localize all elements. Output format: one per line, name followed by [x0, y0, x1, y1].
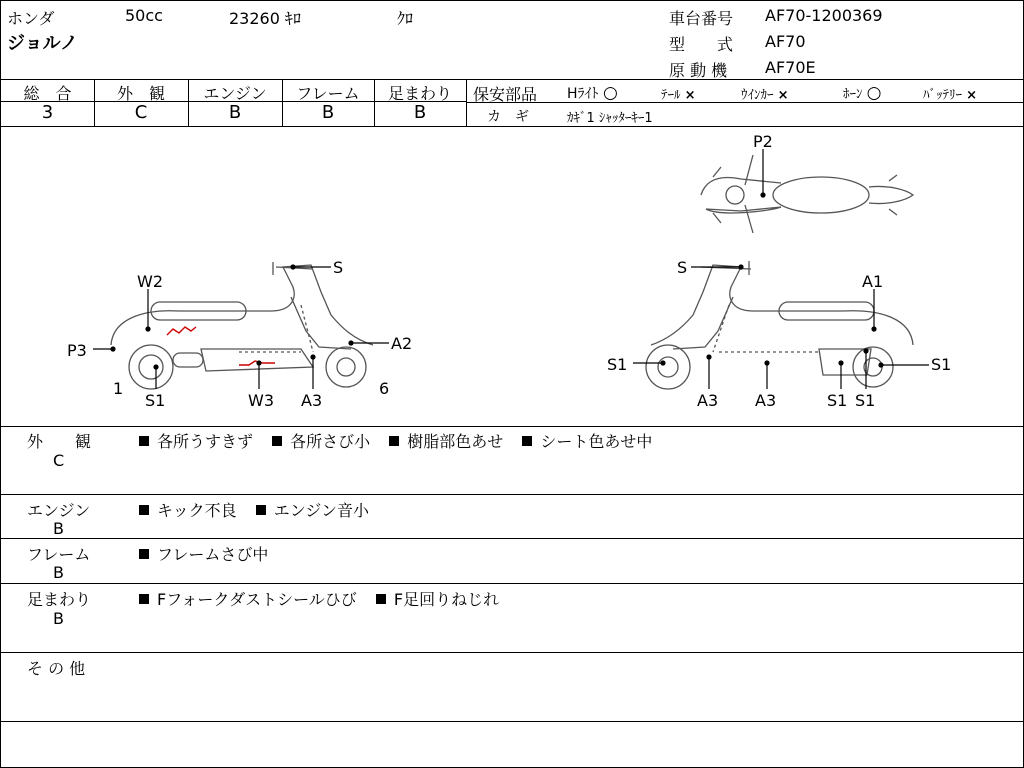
label-S-right: S [677, 258, 688, 277]
remark-other-title: そ の 他 [27, 659, 86, 678]
winker-mark: × [777, 88, 789, 103]
remark-frame-grade: B [53, 563, 64, 582]
label-A1: A1 [862, 272, 884, 291]
label-S1-rear: S1 [931, 355, 952, 374]
remark-suspension-title: 足まわり [27, 590, 92, 609]
type-label: 型 式 [669, 35, 734, 54]
grade-header-engine: エンジン [203, 84, 267, 103]
displacement: 50cc [125, 6, 163, 25]
label-S-left: S [333, 258, 344, 277]
frame-no-label: 車台番号 [669, 9, 734, 28]
label-A3-left: A3 [301, 391, 323, 410]
headlight-mark: ○ [602, 83, 618, 103]
label-A3-right2: A3 [755, 391, 777, 410]
label-S1-left: S1 [145, 391, 166, 410]
label-6: 6 [379, 379, 390, 398]
label-A3-right1: A3 [697, 391, 719, 410]
label-P2: P2 [753, 132, 773, 151]
label-A2: A2 [391, 334, 413, 353]
remark-frame-items: フレームさび中 [139, 542, 282, 565]
grade-header-overall: 総 合 [23, 84, 72, 103]
safety-item-horn: ﾎｰﾝ ○ [843, 83, 882, 103]
grade-suspension: B [413, 102, 427, 123]
remark-frame-title: フレーム [27, 545, 91, 564]
color: ｸﾛ [397, 9, 414, 28]
key-label: カ ギ [487, 109, 529, 125]
remark-exterior-title: 外 観 [27, 432, 92, 451]
model-name: ジョルノ [7, 33, 78, 54]
grade-header-suspension: 足まわり [387, 84, 452, 103]
label-S1-bottom2: S1 [855, 391, 876, 410]
label-S1-bottom1: S1 [827, 391, 848, 410]
scooter-diagram [1, 127, 1023, 425]
label-W3: W3 [248, 391, 274, 410]
remark-engine-grade: B [53, 519, 64, 538]
grade-engine: B [228, 102, 242, 123]
label-S1-front: S1 [607, 355, 628, 374]
grade-exterior: C [134, 102, 148, 123]
horn-mark: ○ [866, 83, 882, 103]
engine-value: AF70E [765, 58, 816, 77]
safety-title: 保安部品 [473, 85, 538, 104]
remark-exterior-grade: C [53, 451, 65, 470]
grade-header-frame: フレーム [296, 84, 360, 103]
key-value: ｶｷﾞ1 ｼｬｯﾀｰｷｰ1 [567, 111, 653, 126]
label-P3: P3 [67, 341, 87, 360]
battery-mark: × [966, 88, 978, 103]
mileage: 23260 ｷﾛ [229, 9, 301, 28]
grade-header-exterior: 外 観 [116, 84, 165, 103]
safety-item-tail: ﾃｰﾙ × [661, 88, 696, 103]
remark-suspension-items: Fフォークダストシールひび F足回りねじれ [139, 587, 513, 610]
safety-item-headlight: Hﾗｲﾄ ○ [567, 83, 618, 103]
frame-no: AF70-1200369 [765, 6, 883, 25]
grade-frame: B [321, 102, 335, 123]
safety-item-battery: ﾊﾞｯﾃﾘｰ × [923, 88, 978, 103]
tail-mark: × [684, 88, 696, 103]
remark-engine-title: エンジン [27, 501, 91, 520]
safety-item-winker: ｳｲﾝｶｰ × [741, 88, 789, 103]
maker: ホンダ [7, 9, 55, 28]
remark-exterior-items: 各所うすきず 各所さび小 樹脂部色あせ シート色あせ中 [139, 429, 666, 452]
label-1: 1 [113, 379, 124, 398]
remark-suspension-grade: B [53, 609, 64, 628]
grade-overall: 3 [41, 102, 54, 123]
label-W2: W2 [137, 272, 163, 291]
remark-engine-items: キック不良 エンジン音小 [139, 498, 383, 521]
engine-label: 原 動 機 [669, 61, 728, 80]
type-value: AF70 [765, 32, 806, 51]
